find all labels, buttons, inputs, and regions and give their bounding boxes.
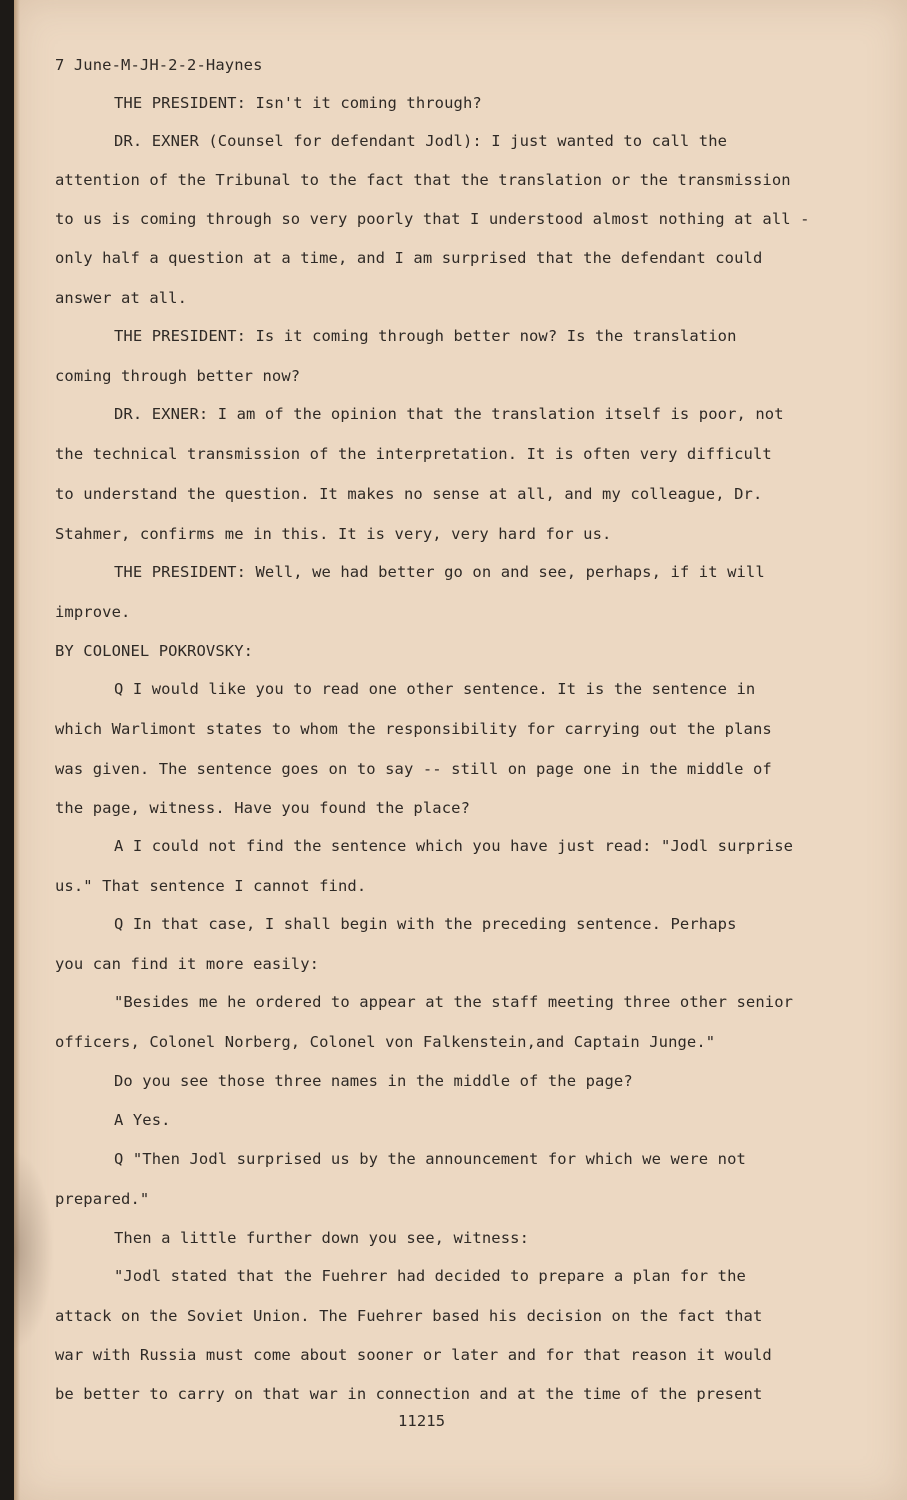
text-line: Q I would like you to read one other sentence. It is the sentence in [114,680,756,698]
text-line: A I could not find the sentence which you have just read: "Jodl surprise [114,837,794,855]
text-line: you can find it more easily: [55,955,320,973]
text-line: "Jodl stated that the Fuehrer had decided to prepare a plan for the [114,1267,746,1285]
text-line: Q "Then Jodl surprised us by the announcement for which we were not [114,1150,746,1168]
page-number: 11215 [398,1412,446,1430]
text-line: Do you see those three names in the middle of the page? [114,1072,633,1090]
text-line: the technical transmission of the interpretation. It is often very difficult [55,445,772,463]
text-line: which Warlimont states to whom the responsibility for carrying out the plans [55,720,772,738]
text-line: be better to carry on that war in connection and at the time of the present [55,1385,763,1403]
text-line: DR. EXNER: I am of the opinion that the translation itself is poor, not [114,405,784,423]
text-line: the page, witness. Have you found the place? [55,799,470,817]
text-line: officers, Colonel Norberg, Colonel von Falkenstein,and Captain Junge." [55,1033,716,1051]
text-line: A Yes. [114,1111,171,1129]
text-line: THE PRESIDENT: Isn't it coming through? [114,94,482,112]
text-line: Q In that case, I shall begin with the preceding sentence. Perhaps [114,915,737,933]
text-line: "Besides me he ordered to appear at the staff meeting three other senior [114,993,794,1011]
text-line: BY COLONEL POKROVSKY: [55,642,254,660]
text-line: only half a question at a time, and I am surprised that the defendant could [55,249,763,267]
text-line: attack on the Soviet Union. The Fuehrer based his decision on the fact that [55,1307,763,1325]
text-line: coming through better now? [55,367,301,385]
text-line: THE PRESIDENT: Is it coming through better now? Is the translation [114,327,737,345]
text-line: war with Russia must come about sooner or later and for that reason it would [55,1346,772,1364]
text-line: to us is coming through so very poorly that I understood almost nothing at all - [55,210,810,228]
text-line: us." That sentence I cannot find. [55,877,367,895]
text-line: answer at all. [55,289,188,307]
text-line: Stahmer, confirms me in this. It is very, very hard for us. [55,525,612,543]
text-line: DR. EXNER (Counsel for defendant Jodl): I just wanted to call the [114,132,728,150]
text-line: Then a little further down you see, witness: [114,1229,529,1247]
text-line: prepared." [55,1190,150,1208]
text-line: THE PRESIDENT: Well, we had better go on and see, perhaps, if it will [114,563,765,581]
text-line: was given. The sentence goes on to say -- still on page one in the middle of [55,760,772,778]
document-header: 7 June-M-JH-2-2-Haynes [55,56,263,74]
text-line: to understand the question. It makes no sense at all, and my colleague, Dr. [55,485,763,503]
text-line: improve. [55,603,131,621]
text-line: attention of the Tribunal to the fact that the translation or the transmission [55,171,791,189]
